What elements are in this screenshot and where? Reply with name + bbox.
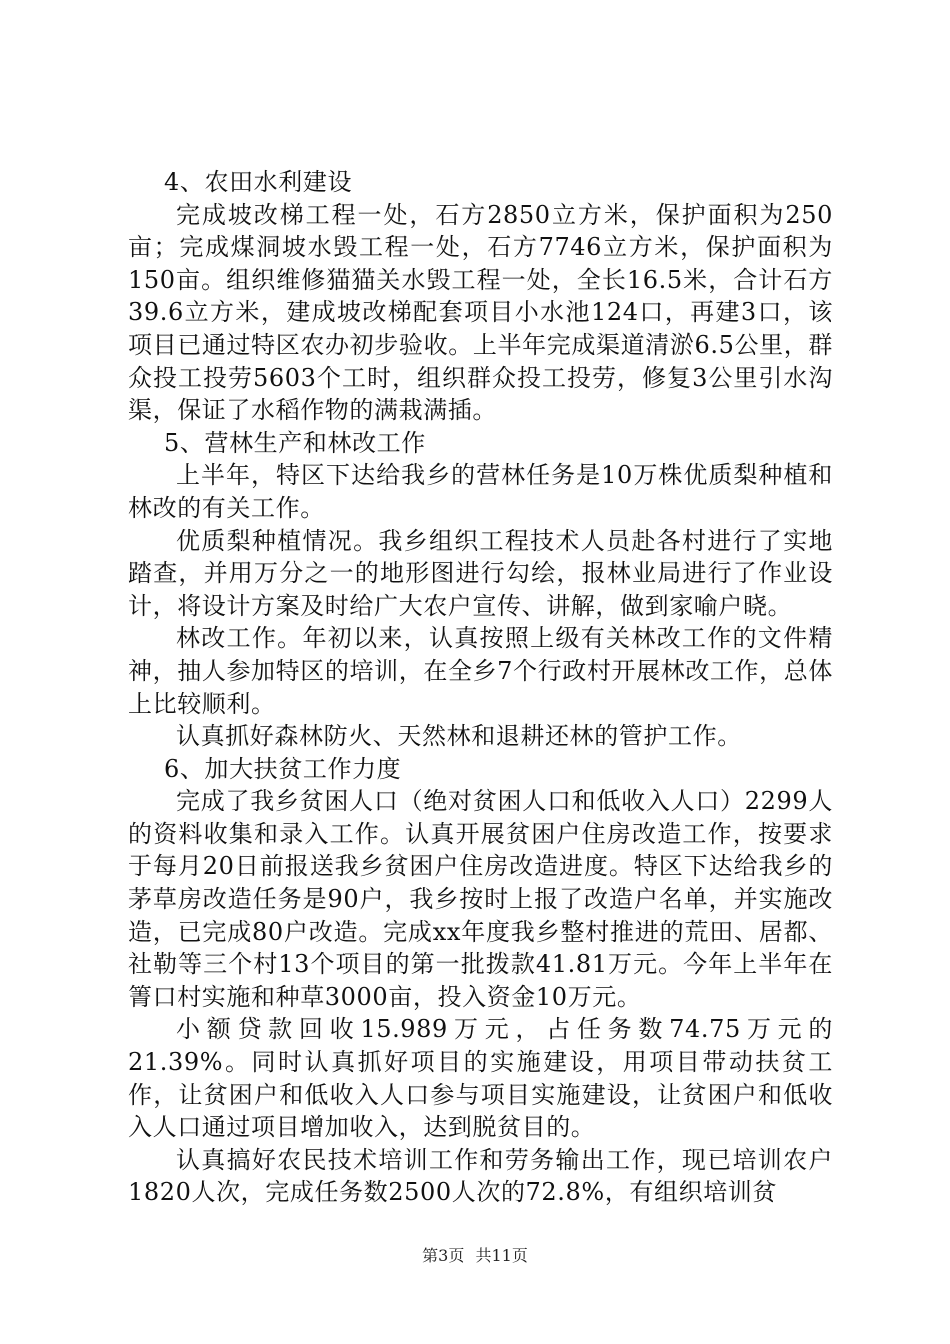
section-heading-irrigation: 4、农田水利建设	[164, 168, 353, 196]
page-total: 共11页	[475, 1246, 528, 1265]
paragraph-forest-protection: 认真抓好森林防火、天然林和退耕还林的管护工作。	[176, 722, 742, 751]
paragraph-forestry-task: 上半年，特区下达给我乡的营林任务是10万株优质梨种植和林改的有关工作。	[128, 461, 833, 522]
paragraph-irrigation: 完成坡改梯工程一处，石方2850立方米，保护面积为250亩；完成煤洞坡水毁工程一处，石方7746立方米，保护面积为150亩。组织维修猫猫关水毁工程一处，全长16.5米，合计石方39.6立方米，建成坡改梯配套项目小水池124口，再建3口，该项目已通过特区农办初步验收。上半年完成渠道清淤6.5公里，群众投工投劳5603个工时，组织群众投工投劳，修复3公里引水沟渠，保证了水稻作物的满栽满插。	[128, 200, 833, 425]
paragraph-pear-planting: 优质梨种植情况。我乡组织工程技术人员赴各村进行了实地踏查，并用万分之一的地形图进行勾绘，报林业局进行了作业设计，将设计方案及时给广大农户宣传、讲解，做到家喻户晓。	[128, 526, 833, 620]
paragraph-poverty-work: 完成了我乡贫困人口（绝对贫困人口和低收入人口）2299人的资料收集和录入工作。认真开展贫困户住房改造工作，按要求于每月20日前报送我乡贫困户住房改造进度。特区下达给我乡的茅草房改造任务是90户，我乡按时上报了改造户名单，并实施改造，已完成80户改造。完成xx年度我乡整村推进的荒田、居都、社勒等三个村13个项目的第一批拨款41.81万元。今年上半年在箐口村实施和种草3000亩，投入资金10万元。	[128, 787, 833, 1011]
paragraph-forest-reform: 林改工作。年初以来，认真按照上级有关林改工作的文件精神，抽人参加特区的培训，在全乡7个行政村开展林改工作，总体上比较顺利。	[128, 624, 833, 718]
paragraph-microloans: 小额贷款回收15.989万元，占任务数74.75万元的21.39%。同时认真抓好项目的实施建设，用项目带动扶贫工作，让贫困户和低收入人口参与项目实施建设，让贫困户和低收入人口通过项目增加收入，达到脱贫目的。	[128, 1015, 833, 1142]
page-footer	[0, 1243, 950, 1266]
page-number: 第3页	[422, 1246, 465, 1265]
paragraph-training: 认真搞好农民技术培训工作和劳务输出工作，现已培训农户1820人次，完成任务数2500人次的72.8%，有组织培训贫	[128, 1145, 833, 1207]
document-body	[128, 166, 833, 1209]
section-heading-forestry: 5、营林生产和林改工作	[164, 428, 426, 457]
section-heading-poverty: 6、加大扶贫工作力度	[164, 754, 402, 783]
